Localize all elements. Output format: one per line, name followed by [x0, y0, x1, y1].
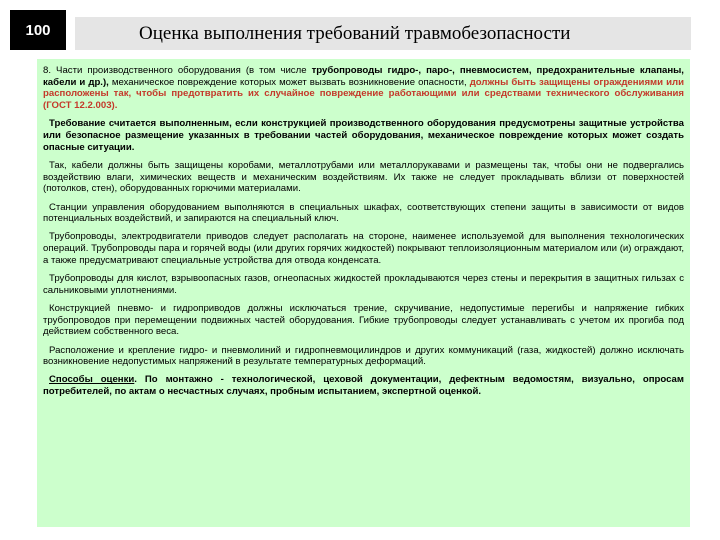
requirement-middle: механическое повреждение которых может вызвать возникновение опасности,	[108, 76, 470, 88]
slide-number: 100	[10, 10, 66, 50]
title-bar	[75, 17, 691, 50]
paragraph-cables: Так, кабели должны быть защищены коробами, металлотрубами или металлорукавами и размещены так, чтобы они не подвергались воздействию влаги, химических веществ и механическим воздействиям. Их также не следует прокладывать вблизи от поверхностей (потолков, стен), оборудованных горючими материалами.	[43, 159, 684, 195]
content-box	[37, 59, 690, 527]
requirement-emphasis: должны быть защищены ограждениями или расположены так, чтобы предотвратить их случайное повреждение работающими или средствами технического обслуживания (ГОСТ 12.2.003).	[43, 76, 684, 112]
paragraph-pipelines: Трубопроводы, электродвигатели приводов следует располагать на стороне, наименее используемой для выполнения технологических операций. Трубопроводы пара и горячей воды (или других горячих жидкостей) покрывают теплоизоляционным материалом или (и) ограждают, а также предусматривают специальные устройства для отвода конденсата.	[43, 231, 684, 266]
requirement-parts-list: трубопроводы гидро-, паро-, пневмосистем, предохранительные клапаны, кабели и др.),	[43, 65, 684, 88]
paragraph-requirement	[43, 65, 684, 112]
paragraph-pneumo-hydro: Конструкцией пневмо- и гидроприводов должны исключаться трение, скручивание, недопустимые перегибы и напряжение гибких трубопроводов при перемещении подвижных частей оборудования. Гибкие трубопроводы следует устанавливать с учетом их прогиба под действием собственного веса.	[43, 302, 684, 338]
requirement-intro: 8. Части производственного оборудования (в том числе	[43, 65, 312, 76]
paragraph-fulfillment: Требование считается выполненным, если конструкцией производственного оборудования предусмотрены защитные устройства или безопасное размещение указанных в требовании частей оборудования, механическое повреждение которых может создать опасные ситуации.	[43, 118, 684, 153]
paragraph-acid-pipelines: Трубопроводы для кислот, взрывоопасных газов, огнеопасных жидкостей прокладываются через стены и перекрытия в защитных гильзах с сальниковыми уплотнениями.	[43, 273, 684, 296]
assessment-methods-label: Способы оценки	[49, 374, 135, 386]
page-title: Оценка выполнения требований травмобезопасности	[139, 22, 571, 44]
paragraph-placement: Расположение и крепление гидро- и пневмолиний и гидропневмоцилиндров и других коммуникаций (газа, жидкостей) должно исключать возникновение недопустимых напряжений в результате температурных деформаций.	[43, 344, 684, 368]
paragraph-control-stations: Станции управления оборудованием выполняются в специальных шкафах, соответствующих степени защиты в зависимости от видов потенциальных воздействий, и запираются на специальный ключ.	[43, 201, 684, 225]
paragraph-assessment-methods	[43, 374, 684, 397]
assessment-methods-text: . По монтажно - технологической, цеховой документации, дефектным ведомостям, визуально, опросам потребителей, по актам о несчастных случаях, пробным испытанием, экспертной оценкой.	[43, 374, 684, 398]
